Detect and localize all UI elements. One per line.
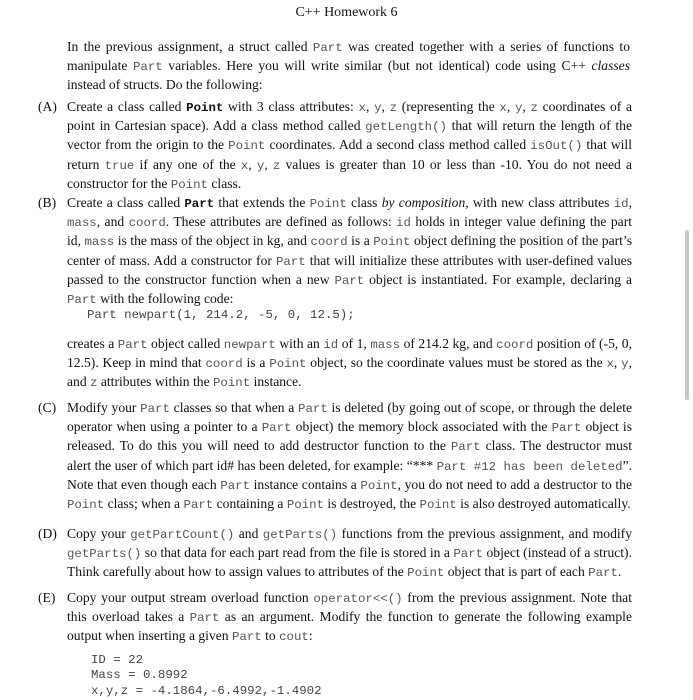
- item-b-continued: [38, 335, 632, 393]
- item-a-text: Create a class called Point with 3 class attributes: x, y, z (representing the x, y, z coordinates of a point in Cartesian space). Add a class method called getLength() that will return the length of the vector from the origin to the Point coordinates. Add a second class method called isOut() that will return true if any one of the x, y, z values is greater than 10 or less than -10. You do not need a constructor for the Point class.: [67, 99, 633, 192]
- intro-paragraph: In the previous assignment, a struct called Part was created together with a series of functions to manipulate Part variables. Here you will write similar (but not identical) code using C++ classes instead of structs. Do the following:: [67, 39, 630, 93]
- output-line-mass: Mass = 0.8992: [91, 668, 188, 683]
- item-b-continued-text: creates a Part object called newpart with an id of 1, mass of 214.2 kg, and coord position of (-5, 0, 12.5). Keep in mind that coord is a Point object, so the coordinate values must be stored as the x, y, and z attributes within the Point instance.: [67, 336, 632, 391]
- item-e: [38, 589, 632, 647]
- item-letter: (D): [38, 526, 57, 541]
- item-d: [38, 525, 632, 583]
- item-a: [38, 98, 632, 194]
- item-letter: (B): [38, 195, 57, 210]
- item-b-text: Create a class called Part that extends the Point class by composition, with new class attributes id, mass, and coord. These attributes are defined as follows: id holds in integer value defining the part id, mass is the mass of the object in kg, and coord is a Point object defining the position of the part’s center of mass. Add a constructor for Part that will initialize these attributes with user-defined values passed to the constructor function when a new Part object is instantiated. For example, declaring a Part with the following code:: [67, 195, 633, 308]
- item-letter: (E): [38, 590, 56, 605]
- item-c-text: Modify your Part classes so that when a Part is deleted (by going out of scope, or through the delete operator when using a pointer to a Part object) the memory block associated with the Part object is released. To do this you will need to add destructor function to the Part class. The destructor must alert the user of which part id# has been deleted, for example: “*** Part #12 has been deleted”. Note that even though each Part instance contains a Point, you do not need to add a destructor to the Point class; when a Part containing a Point is destroyed, the Point is also destroyed automatically.: [67, 400, 633, 513]
- example-output-code: [91, 653, 322, 699]
- item-letter: (A): [38, 99, 57, 114]
- scrollbar-thumb[interactable]: [685, 230, 689, 400]
- item-letter: (C): [38, 400, 57, 415]
- output-line-xyz: x,y,z = -4.1864,-6.4992,-1.4902: [91, 683, 322, 698]
- item-d-text: Copy your getPartCount() and getParts() functions from the previous assignment, and modify getParts() so that data for each part read from the file is stored in a Part object (instead of a struct). Think carefully about how to assign values to attributes of the Point object that is part of each Part.: [67, 526, 632, 581]
- page-title: C++ Homework 6: [295, 5, 398, 20]
- item-e-text: Copy your output stream overload function operator<<() from the previous assignment. Note that this overload takes a Part as an argument. Modify the function to generate the following example output when inserting a given Part to cout:: [67, 590, 632, 645]
- constructor-example-code: Part newpart(1, 214.2, -5, 0, 12.5);: [87, 308, 355, 322]
- item-c: [38, 399, 632, 514]
- output-line-id: ID = 22: [91, 653, 144, 667]
- item-b: [38, 194, 632, 309]
